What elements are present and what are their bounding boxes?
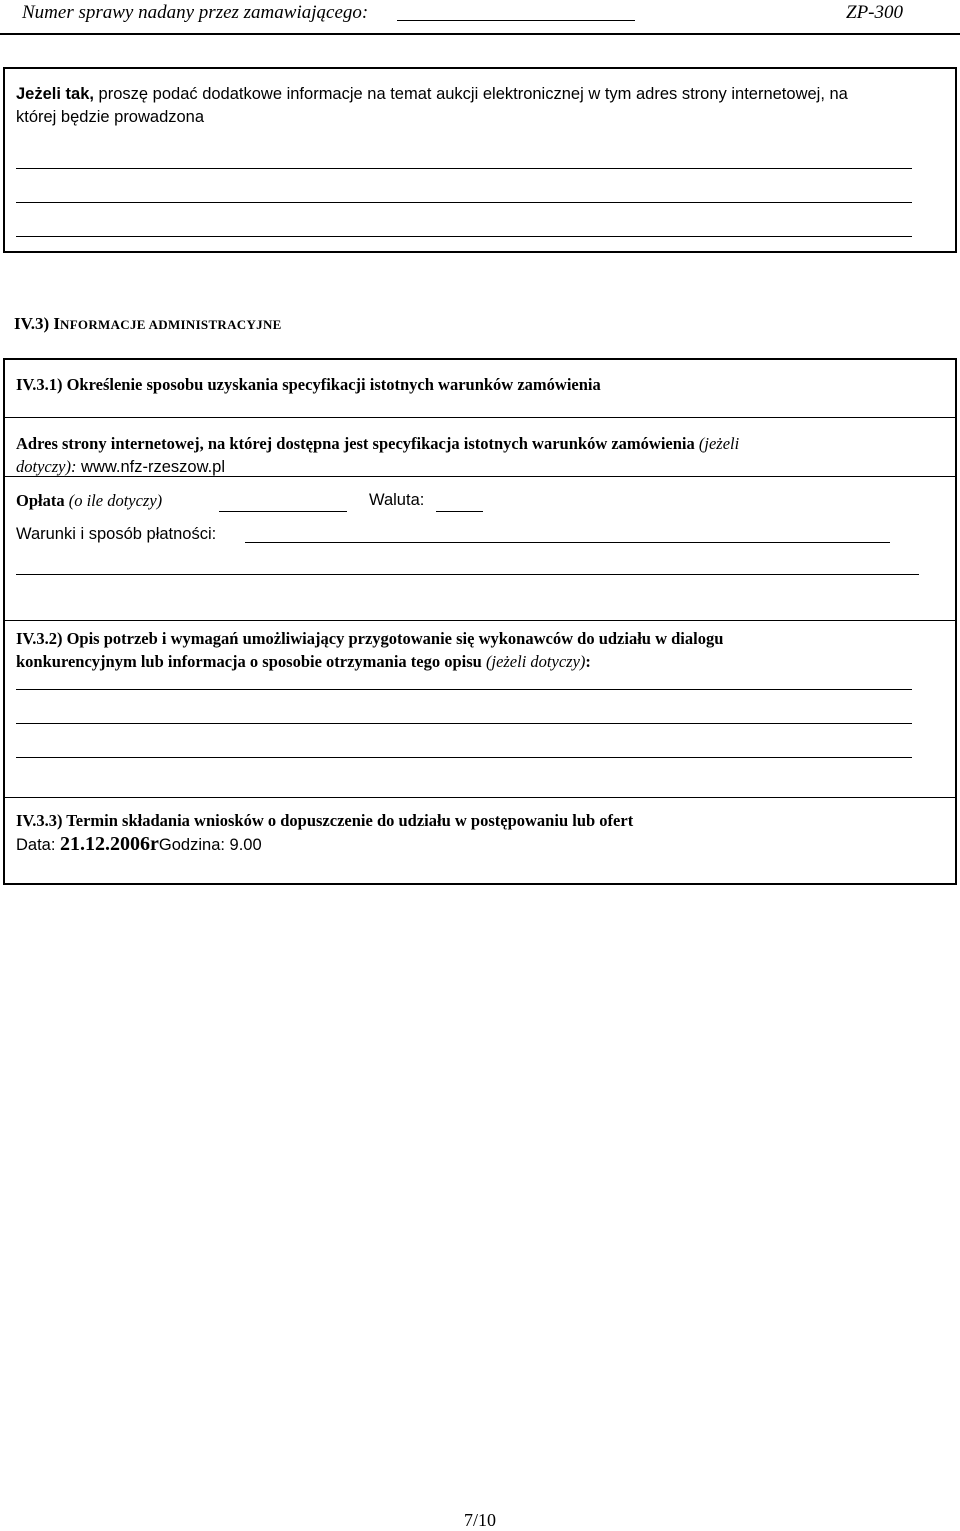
administrative-info-box [3, 358, 957, 885]
iv31-bottom-divider [5, 620, 955, 621]
auction-answer-line-2[interactable] [16, 202, 912, 203]
auction-answer-line-1[interactable] [16, 168, 912, 169]
case-number-label: Numer sprawy nadany przez zamawiającego: [22, 2, 369, 23]
auction-line1: proszę podać dodatkowe informacje na temat aukcji elektronicznej w tym adres strony internetowej, na [93, 85, 848, 103]
iv32-answer-line-3[interactable] [16, 757, 912, 758]
header-rule [0, 33, 960, 35]
auction-info-text [16, 83, 946, 129]
page-number: 7/10 [463, 1510, 496, 1530]
time-label: Godzina: [158, 836, 230, 854]
auction-lead: Jeżeli tak, [16, 85, 94, 103]
date-label: Data: [16, 836, 61, 854]
fee-blank-line[interactable] [219, 511, 347, 512]
currency-label: Waluta: [369, 491, 425, 509]
iv32-heading: IV.3.2) Opis potrzeb i wymagań umożliwiający przygotowanie się wykonawców do udziału w dialogu konkurencyjnym lub informacja o sposobie otrzymania tego opisu (jeżeli dotyczy): [16, 629, 724, 671]
fee-label: Opłata [16, 491, 65, 510]
iv31-heading: IV.3.1) Określenie sposobu uzyskania specyfikacji istotnych warunków zamówienia [16, 375, 601, 394]
section-iv3-title: IV.3) INFORMACJE ADMINISTRACYJNE [14, 314, 282, 333]
iv32-answer-line-2[interactable] [16, 723, 912, 724]
payment-blank-line-1[interactable] [245, 542, 890, 543]
iv33-heading: IV.3.3) Termin składania wniosków o dopuszczenie do udziału w postępowaniu lub ofert [16, 811, 634, 830]
fee-row [16, 489, 162, 512]
auction-answer-line-3[interactable] [16, 236, 912, 237]
time-value: 9.00 [229, 836, 262, 854]
iv32-answer-line-1[interactable] [16, 689, 912, 690]
fee-label-note: (o ile dotyczy) [64, 491, 163, 510]
currency-blank-line[interactable] [436, 511, 483, 512]
payment-blank-line-2[interactable] [16, 574, 919, 575]
case-number-blank-line [397, 20, 635, 21]
date-value: 21.12.2006r [60, 833, 159, 855]
iv32-divider [5, 797, 955, 798]
auction-info-box [3, 67, 957, 253]
iv31-url-divider [5, 476, 955, 477]
iv31-divider [5, 417, 955, 418]
auction-line2: której będzie prowadzona [16, 108, 205, 126]
iv31-url-paragraph: Adres strony internetowej, na której dostępna jest specyfikacja istotnych warunków zamówienia (jeżeli dotyczy): www.nfz-rzeszow.pl [16, 434, 740, 476]
deadline-row [16, 833, 262, 856]
payment-label: Warunki i sposób płatności: [16, 525, 217, 543]
case-number-value: ZP-300 [846, 2, 903, 23]
spec-url[interactable]: www.nfz-rzeszow.pl [76, 458, 226, 476]
